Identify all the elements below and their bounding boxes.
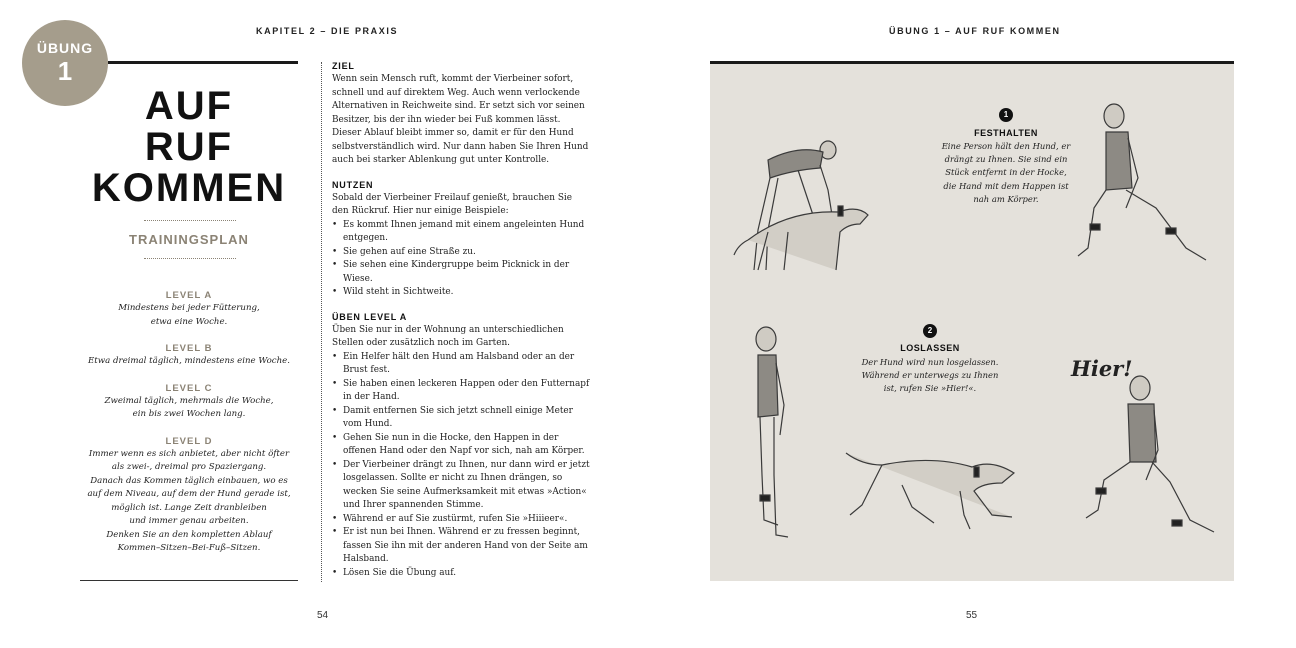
level-text: Immer wenn es sich anbietet, aber nicht öfter als zwei-, dreimal pro Spaziergang. Danach das Kommen täglich einbauen, wo es auf dem Niveau, auf dem der Hund gerade ist, möglich ist. Lange Zeit dranbleiben und immer genau arbeiten. Denken Sie an den kompletten Ablauf Kommen–Sitzen–Bei-Fuß–Sitzen. xyxy=(87,448,291,553)
section-nutzen xyxy=(332,179,590,300)
training-plan-heading: TRAININGSPLAN xyxy=(129,232,249,247)
level-title: LEVEL C xyxy=(165,382,213,394)
page-number-right: 55 xyxy=(966,610,978,621)
step-number-2: 2 xyxy=(923,324,937,338)
section-paragraph: Wenn sein Mensch ruft, kommt der Vierbeiner sofort, schnell und auf direktem Weg. Auch wenn verlockende Alternativen in Reichweite sind. Er setzt sich vor seinen Besitzer, bis der ihn wieder bei Fuß kommen lässt. Dieser Ablauf bleibt immer so, damit er für den Hund selbstverständlich wird. Nur dann haben Sie Ihren Hund auch bei starker Ablenkung gut unter Kontrolle. xyxy=(332,74,589,165)
section-paragraph: Üben Sie nur in der Wohnung an unterschiedlichen Stellen oder zusätzlich noch im Garten. xyxy=(332,324,564,348)
section-heading: ZIEL xyxy=(332,61,355,71)
title-line-3: KOMMEN xyxy=(91,166,287,210)
bottom-rule-left xyxy=(80,580,298,581)
level-title: LEVEL D xyxy=(165,435,213,447)
level-title: LEVEL B xyxy=(165,343,213,354)
list-item: • Gehen Sie nun in die Hocke, den Happen in der offenen Hand oder den Napf vor sich, nah am Körper. xyxy=(332,432,590,459)
column-divider xyxy=(321,62,322,582)
level-block xyxy=(80,289,298,329)
level-block xyxy=(80,382,298,422)
list-item: • Während er auf Sie zustürmt, rufen Sie »Hiiieer«. xyxy=(332,513,590,527)
page-title xyxy=(80,86,298,209)
badge-number: 1 xyxy=(57,56,73,86)
dotted-divider-top xyxy=(144,220,236,221)
running-header-left: KAPITEL 2 – DIE PRAXIS xyxy=(256,26,399,36)
list-item: • Damit entfernen Sie sich jetzt schnell einige Meter vom Hund. xyxy=(332,405,590,432)
level-text: Zweimal täglich, mehrmals die Woche, ein bis zwei Wochen lang. xyxy=(104,395,274,419)
section-ueben xyxy=(332,311,590,581)
level-text: Mindestens bei jeder Fütterung, etwa eine Woche. xyxy=(118,303,260,327)
level-text: Etwa dreimal täglich, mindestens eine Woche. xyxy=(88,356,290,366)
section-heading: NUTZEN xyxy=(332,179,374,190)
running-header-right: ÜBUNG 1 – AUF RUF KOMMEN xyxy=(889,26,1061,36)
step-number-1: 1 xyxy=(999,108,1013,122)
badge-label: ÜBUNG xyxy=(36,40,94,56)
list-item: • Wild steht in Sichtweite. xyxy=(332,286,590,300)
list-item: • Ein Helfer hält den Hund am Halsband oder an der Brust fest. xyxy=(332,351,590,378)
list-item: • Er ist nun bei Ihnen. Während er zu fressen beginnt, fassen Sie ihn mit der anderen Hand von der Seite am Halsband. xyxy=(332,526,590,567)
bullet-list xyxy=(332,219,590,300)
list-item: • Es kommt Ihnen jemand mit einem angeleinten Hund entgegen. xyxy=(332,219,590,246)
step-text-2: Der Hund wird nun losgelassen. Während er unterwegs zu Ihnen ist, rufen Sie »Hier!«. xyxy=(861,357,999,394)
step-text-1: Eine Person hält den Hund, er drängt zu Ihnen. Sie sind ein Stück entfernt in der Hocke, die Hand mit dem Happen ist nah am Körper. xyxy=(941,141,1071,204)
list-item: • Sie haben einen leckeren Happen oder den Futternapf in der Hand. xyxy=(332,378,590,405)
kneeling-woman-illustration-2 xyxy=(1074,370,1224,542)
section-heading: ÜBEN LEVEL A xyxy=(332,311,408,322)
list-item: • Sie sehen eine Kindergruppe beim Picknick in der Wiese. xyxy=(332,259,590,286)
section-paragraph: Sobald der Vierbeiner Freilauf genießt, brauchen Sie den Rückruf. Hier nur einige Beispiele: xyxy=(332,192,573,216)
title-line-2: RUF xyxy=(144,125,234,169)
title-line-1: AUF xyxy=(144,84,234,128)
level-title: LEVEL A xyxy=(165,290,213,301)
dotted-divider-bottom xyxy=(144,258,236,259)
bullet-list xyxy=(332,351,590,581)
main-text-column xyxy=(332,60,590,591)
section-ziel xyxy=(332,60,590,168)
level-block xyxy=(80,342,298,369)
step-title-1: FESTHALTEN xyxy=(974,128,1038,138)
standing-woman-illustration xyxy=(740,325,800,545)
kneeling-woman-illustration xyxy=(1066,98,1216,270)
list-item: • Sie gehen auf eine Straße zu. xyxy=(332,246,590,260)
running-dog-illustration xyxy=(842,445,1022,535)
speech-hier: Hier! xyxy=(1071,356,1133,381)
level-block xyxy=(80,435,298,556)
list-item: • Der Vierbeiner drängt zu Ihnen, nur dann wird er jetzt losgelassen. Sollte er nicht zu Ihnen drängen, so wecken Sie seine Aufmerksamkeit mit etwas »Action« und Ihrer spannenden Stimme. xyxy=(332,459,590,513)
page-number-left: 54 xyxy=(317,610,329,621)
training-levels xyxy=(80,289,298,569)
top-rule-left xyxy=(108,61,298,64)
step-title-2: LOSLASSEN xyxy=(900,343,960,353)
list-item: • Lösen Sie die Übung auf. xyxy=(332,567,590,581)
woman-holding-dog-illustration xyxy=(728,120,878,290)
